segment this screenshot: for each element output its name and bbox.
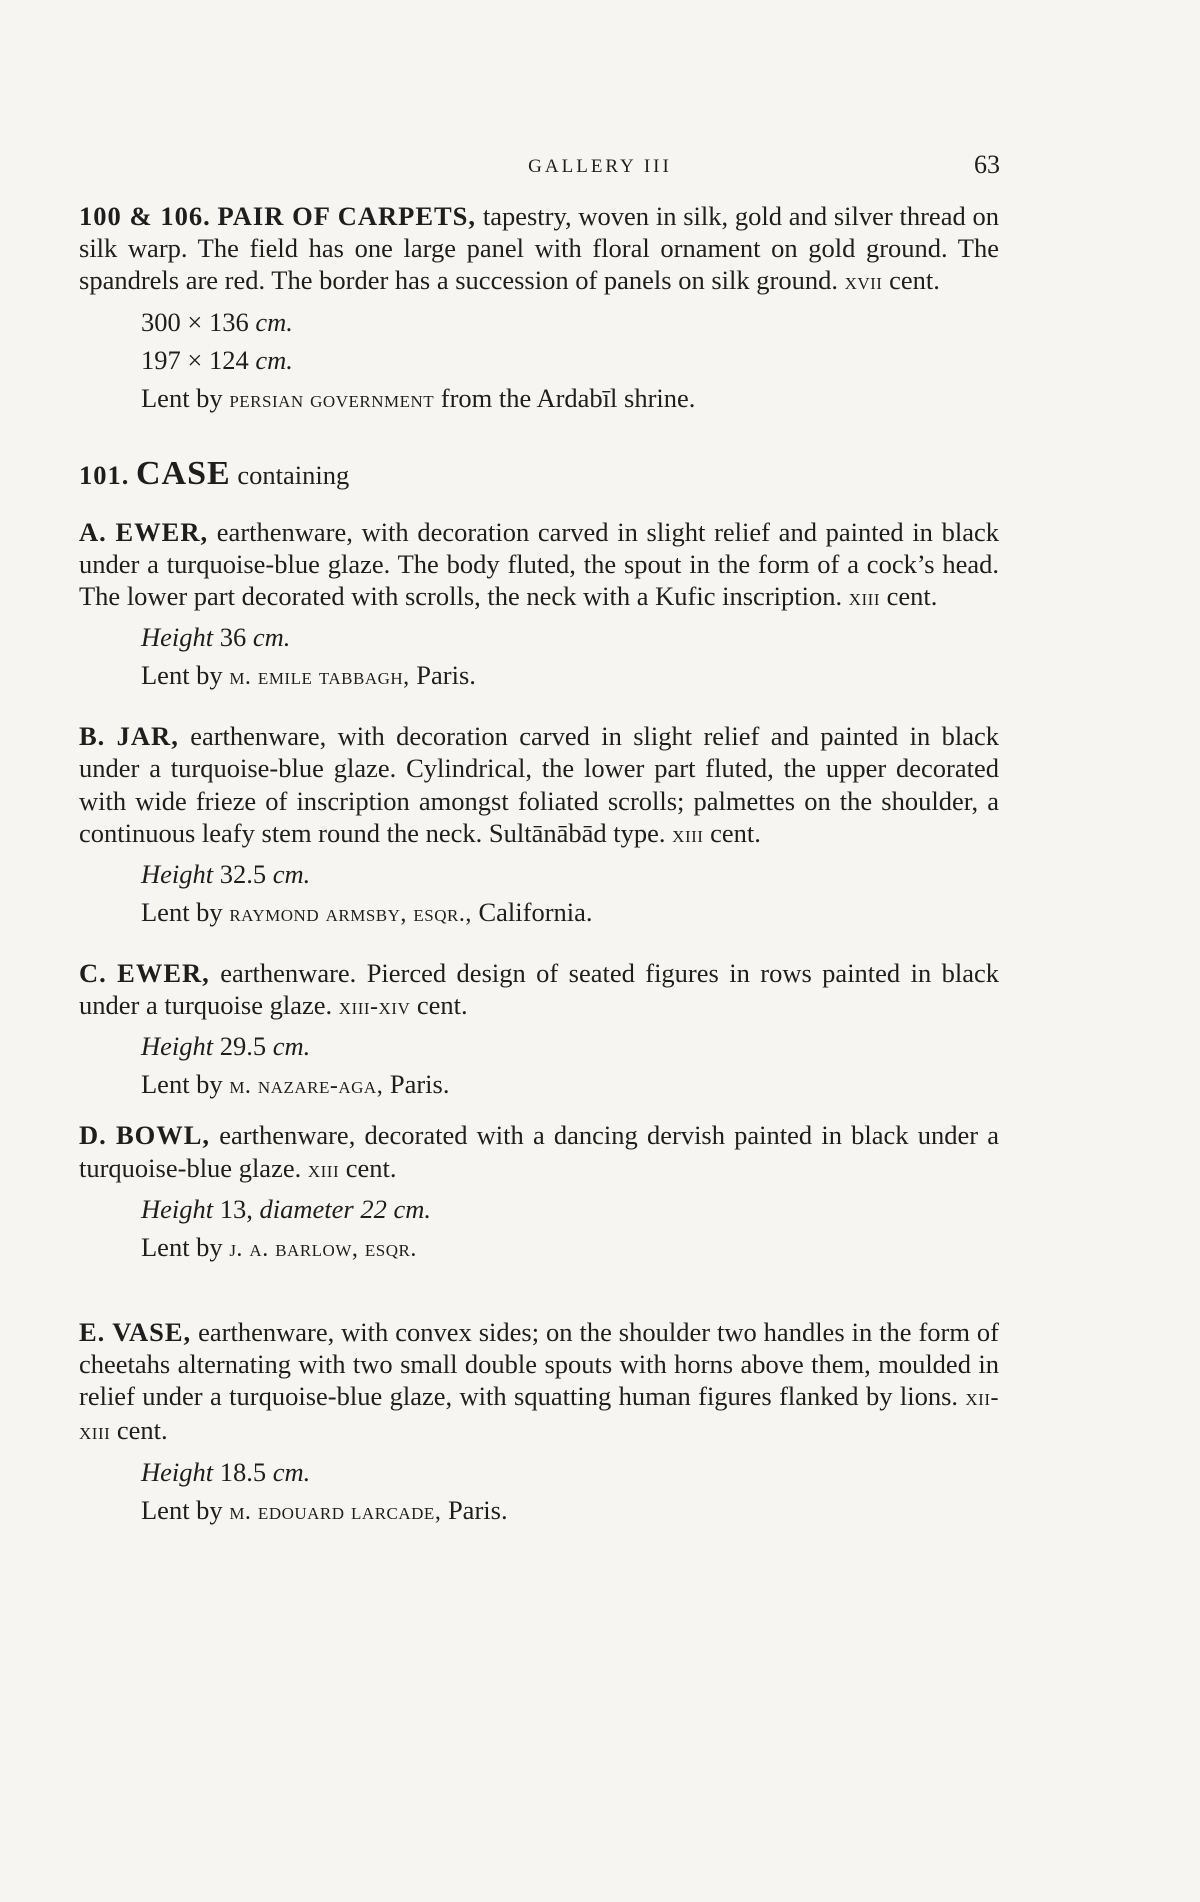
dimension-unit: cm. [255,344,293,375]
item-century: xiii [672,821,704,848]
lender-suffix: from the Ardabīl shrine. [440,382,696,413]
item-text: earthenware, with convex sides; on the shoulder two handles in the form of cheetahs alternating with two small double spouts with horns above them, moulded in relief under a turquoise-blue glaze, with squatting human figures flanked by lions. [79,1316,1000,1412]
item-title: JAR, [116,721,179,752]
case-item-d [79,1119,999,1267]
item-century: xii-xiii [79,1385,999,1446]
measure-extra: diameter 22 [259,1193,387,1224]
measure-label: Height [141,622,214,653]
item-century: xiii-xiv [338,994,411,1021]
measure-value: 32.5 [219,859,267,890]
item-description [79,957,999,1023]
item-text: earthenware. Pierced design of seated figures in rows painted in black under a turquoise glaze. [79,958,999,1021]
lender-suffix: California. [478,897,593,928]
dimension-value: 197 × 124 [141,344,249,375]
measure-line [141,618,999,656]
item-description [79,720,999,851]
item-letter: E. [79,1316,106,1347]
item-description [79,1316,999,1449]
item-century-word: cent. [886,581,938,612]
item-century-word: cent. [710,817,761,848]
lender-name: persian government [229,386,435,413]
item-title: BOWL, [115,1120,211,1151]
lender-suffix: Paris. [389,1069,450,1100]
case-item-a [79,516,999,697]
page-number: 63 [974,150,1000,179]
lender-line [141,656,999,696]
item-century: xiii [848,585,880,612]
entry-description [79,200,999,299]
lent-by-label: Lent by [141,660,223,691]
dimensions-line [141,341,999,379]
lender-line [141,1228,999,1268]
measure-line [141,855,999,893]
lender-line [141,1065,999,1105]
measure-label: Height [141,859,214,890]
entry-title: PAIR OF CARPETS, [217,201,477,231]
entry-text: tapestry, woven in silk, gold and silver thread on silk warp. The field has one large panel with floral ornament on gold ground. The spandrels are red. The border has a succession of panels on silk ground. [79,201,999,296]
catalogue-entry-100 [79,200,999,419]
running-head: GALLERY III [528,156,672,177]
lent-by-label: Lent by [141,382,223,413]
item-title: VASE, [112,1316,192,1347]
item-title: EWER, [117,958,210,989]
entry-title: CASE [136,454,231,492]
lender-line [141,379,999,419]
dimensions-line [141,303,999,341]
measure-label: Height [141,1031,214,1062]
catalogue-text [79,200,999,1531]
measure-label: Height [141,1456,214,1487]
measure-unit: cm. [272,1456,311,1487]
lender-suffix: Paris. [416,660,476,691]
lender-name: m. emile tabbagh, [229,664,410,691]
entry-text: containing [237,459,350,490]
measure-unit: cm. [252,622,291,653]
lender-name: m. nazare-aga, [229,1073,384,1100]
item-description [79,1119,999,1185]
measure-value: 36 [219,622,247,653]
lent-by-label: Lent by [141,1231,223,1262]
measure-unit: cm. [272,859,311,890]
item-century-word: cent. [416,990,468,1021]
lender-line [141,893,999,933]
measure-line [141,1190,999,1228]
dimension-unit: cm. [255,306,293,337]
lender-line [141,1491,999,1531]
lender-name: raymond armsby, esqr., [229,901,472,928]
catalogue-entry-101 [79,454,999,492]
lender-name: j. a. barlow, esqr. [229,1235,417,1262]
entry-century-word: cent. [889,265,940,296]
item-text: earthenware, with decoration carved in slight relief and painted in black under a turquoise-blue glaze. Cylindrical, the lower part fluted, the upper decorated with wide frieze of inscription amongst foliated scrolls; palmettes on the shoulder, a continuous leafy stem round the neck. Sultānābād type. [79,721,1000,848]
measure-label: Height [141,1193,214,1224]
item-century-word: cent. [345,1152,397,1183]
item-letter: C. [79,958,107,989]
case-item-c [79,957,999,1105]
measure-value: 29.5 [219,1031,267,1062]
lender-name: m. edouard larcade, [229,1498,442,1525]
measure-line [141,1027,999,1065]
measure-line [141,1453,999,1491]
entry-number: 100 & 106. [79,201,211,231]
item-title: EWER, [115,516,209,547]
case-item-b [79,720,999,933]
lent-by-label: Lent by [141,897,223,928]
item-century-word: cent. [116,1415,168,1446]
item-letter: D. [79,1120,107,1151]
entry-number: 101. [79,459,130,490]
case-item-e [79,1316,999,1531]
page-header [0,150,1200,186]
measure-unit: cm. [393,1193,431,1224]
dimension-value: 300 × 136 [141,306,249,337]
item-letter: A. [79,516,107,547]
item-text: earthenware, with decoration carved in slight relief and painted in black under a turquoise-blue glaze. The body fluted, the spout in the form of a cock’s head. The lower part decorated with scrolls, the neck with a Kufic inscription. [79,516,1000,612]
measure-unit: cm. [272,1031,311,1062]
item-description [79,516,999,615]
item-letter: B. [79,721,106,752]
lent-by-label: Lent by [141,1494,223,1525]
measure-value: 13, [219,1193,253,1224]
item-century: xiii [307,1156,340,1183]
measure-value: 18.5 [219,1456,267,1487]
item-text: earthenware, decorated with a dancing dervish painted in black under a turquoise-blue glaze. [79,1120,999,1183]
lent-by-label: Lent by [141,1069,223,1100]
lender-suffix: Paris. [447,1494,508,1525]
entry-century: xvii [844,269,883,296]
